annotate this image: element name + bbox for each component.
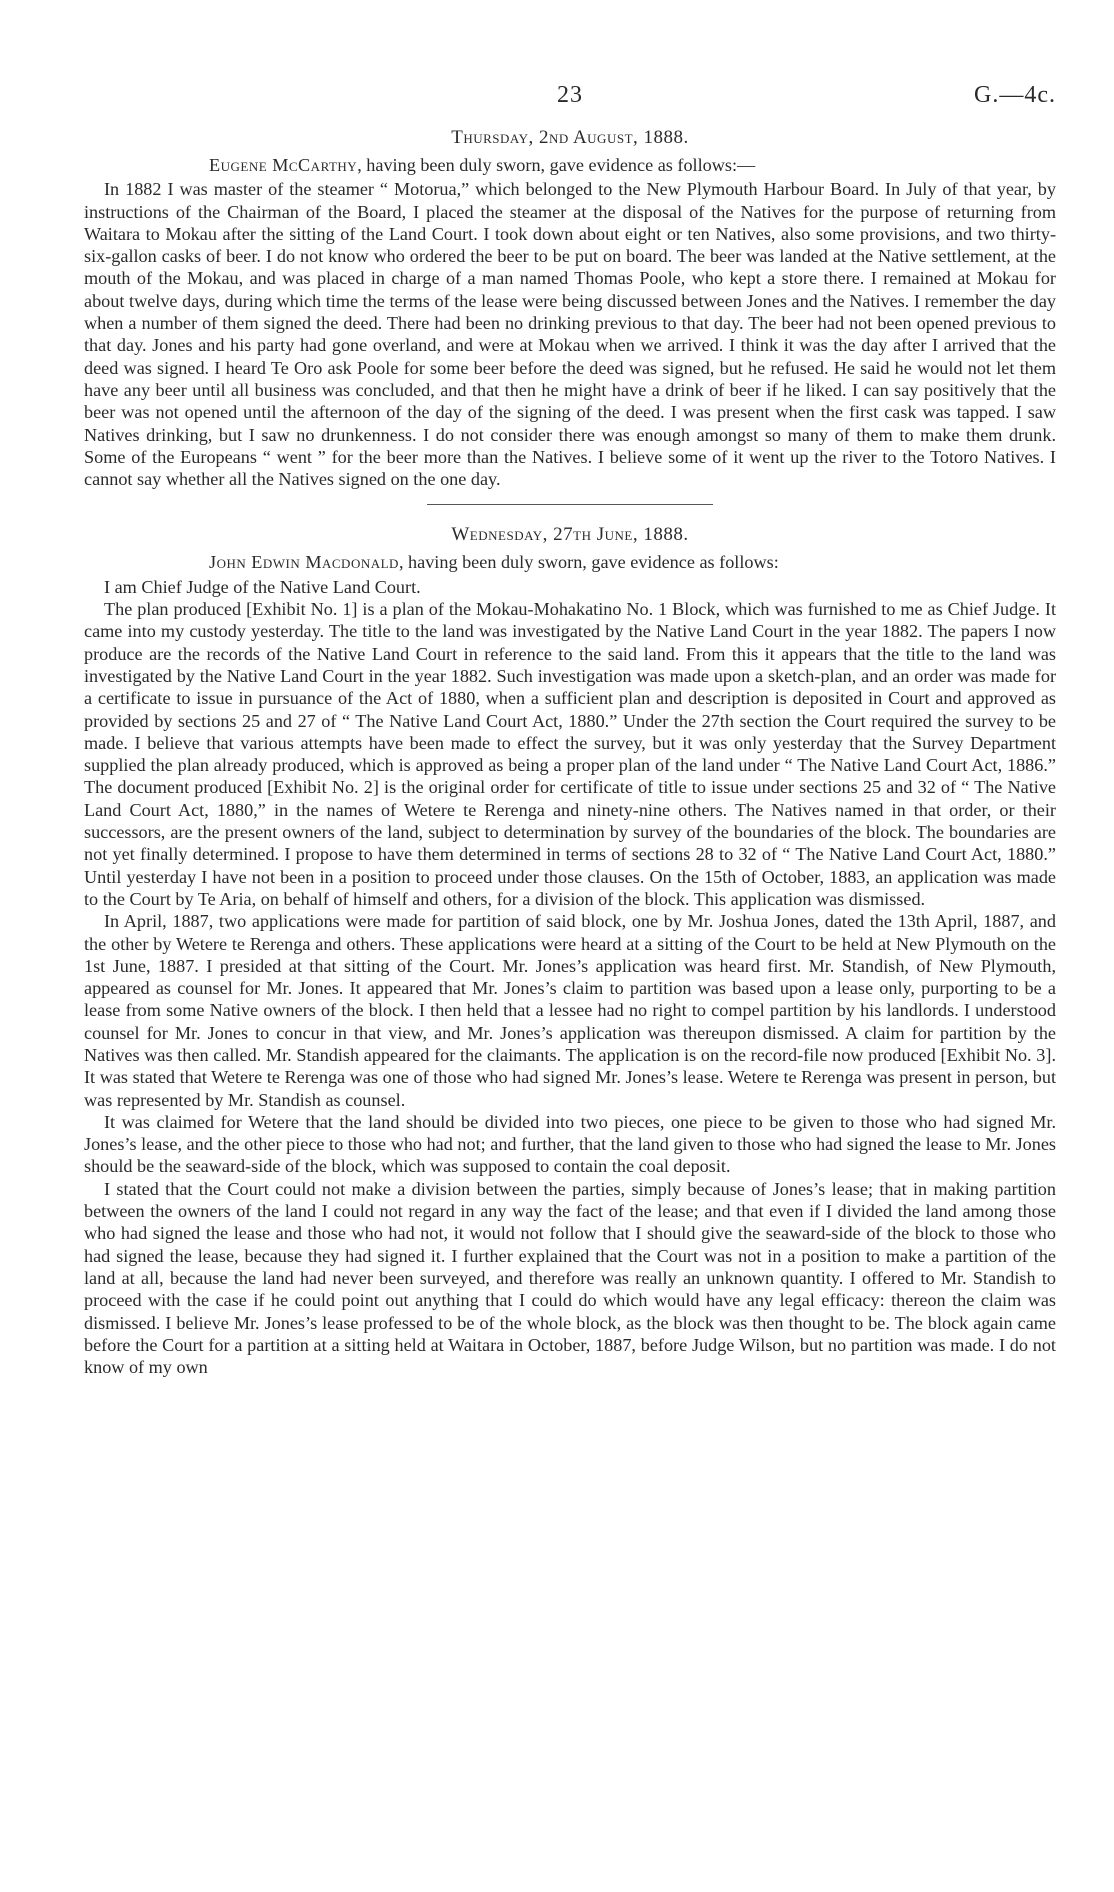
evidence-paragraph: I am Chief Judge of the Native Land Court.: [104, 576, 421, 597]
document-page: [84, 82, 1056, 1378]
witness-name: Eugene McCarthy: [209, 155, 358, 175]
evidence-paragraph: In 1882 I was master of the steamer “ Motorua,” which belonged to the New Plymouth Harbour Board. In July of that year, by instructions of the Chairman of the Board, I placed the steamer at the disposal of the Natives for the purpose of returning from Waitara to Mokau after the sitting of the Land Court. I took down about eight or ten Natives, also some provisions, and two thirty-six-gallon casks of beer. I do not know who ordered the beer to be put on board. The beer was landed at the Native settlement, at the mouth of the Mokau, and was placed in charge of a man named Thomas Poole, who kept a store there. I remained at Mokau for about twelve days, during which time the terms of the lease were being discussed between Jones and the Natives. I remember the day when a number of them signed the deed. There had been no drinking previous to that day. The beer had not been opened previous to that day. Jones and his party had gone overland, and were at Mokau when we arrived. I think it was the day after I arrived that the deed was signed. I heard Te Oro ask Poole for some beer before the deed was signed, but he refused. He said he would not let them have any beer until all business was concluded, and that then he might have a drink of beer if he liked. I can say positively that the beer was not opened until the afternoon of the day of the signing of the deed. I was present when the first cask was tapped. I saw Natives drinking, but I saw no drunkenness. I do not consider there was enough amongst so many of them to make them drunk. Some of the Europeans “ went ” for the beer more than the Natives. I believe some of it went up the river to the Totoro Natives. I cannot say whether all the Natives signed on the one day.: [84, 179, 1056, 490]
evidence-paragraph: The plan produced [Exhibit No. 1] is a plan of the Mokau-Mohakatino No. 1 Block, which was furnished to me as Chief Judge. It came into my custody yesterday. The title to the land was investigated by the Native Land Court in the year 1882. The papers I now produce are the records of the Native Land Court in reference to the said land. From this it appears that the title to the land was investigated by the Native Land Court in the year 1882. Such investigation was made upon a sketch-plan, and an order was made for a certificate to issue in pursuance of the Act of 1880, when a sufficient plan and description is deposited in Court and approved as provided by sections 25 and 27 of “ The Native Land Court Act, 1880.” Under the 27th section the Court required the survey to be made. I believe that various attempts have been made to effect the survey, but it was only yesterday that the Survey Department supplied the plan already produced, which is approved as being a proper plan of the land under “ The Native Land Court Act, 1886.” The document produced [Exhibit No. 2] is the original order for certificate of title to issue under sections 25 and 32 of “ The Native Land Court Act, 1880,” in the names of Wetere te Rerenga and ninety-nine others. The Natives named in that order, or their successors, are the present owners of the land, subject to determination by survey of the boundaries of the block. The boundaries are not yet finally determined. I propose to have them determined in terms of sections 28 to 32 of “ The Native Land Court Act, 1880.” Until yesterday I have not been in a position to proceed under those clauses. On the 15th of October, 1883, an application was made to the Court by Te Aria, on behalf of himself and others, for a division of the block. This application was dismissed.: [84, 599, 1056, 909]
evidence-section: [84, 523, 1056, 1378]
section-date: Thursday, 2nd August, 1888.: [451, 127, 689, 148]
evidence-section: [84, 126, 1056, 490]
evidence-paragraph: It was claimed for Wetere that the land should be divided into two pieces, one piece to be given to those who had signed Mr. Jones’s lease, and the other piece to those who had not; and further, that the land given to those who had signed the lease to Mr. Jones should be the seaward-side of the block, which was supposed to contain the coal deposit.: [84, 1111, 1056, 1177]
witness-name: John Edwin Macdonald: [209, 552, 399, 573]
page-header: [84, 82, 1056, 126]
witness-intro-text: , having been duly sworn, gave evidence as follows:—: [357, 155, 756, 175]
witness-intro: [84, 551, 1056, 573]
section-date: Wednesday, 27th June, 1888.: [451, 524, 689, 546]
witness-intro-text: , having been duly sworn, gave evidence as follows:: [398, 552, 779, 573]
section-divider: [427, 504, 713, 505]
evidence-paragraph: In April, 1887, two applications were made for partition of said block, one by Mr. Joshua Jones, dated the 13th April, 1887, and the other by Wetere te Rerenga and others. These applications were heard at a sitting of the Court to be held at New Plymouth on the 1st June, 1887. I presided at that sitting of the Court. Mr. Jones’s application was heard first. Mr. Standish, of New Plymouth, appeared as counsel for Mr. Jones. It appeared that Mr. Jones’s claim to partition was based upon a lease only, purporting to be a lease from some Native owners of the block. I then held that a lessee had no right to compel partition by his landlords. I understood counsel for Mr. Jones to concur in that view, and Mr. Jones’s application was thereupon dismissed. A claim for partition by the Natives was then called. Mr. Standish appeared for the claimants. The application is on the record-file now produced [Exhibit No. 3]. It was stated that Wetere te Rerenga was one of those who had signed Mr. Jones’s lease. Wetere te Rerenga was present in person, but was represented by Mr. Standish as counsel.: [84, 911, 1056, 1110]
document-reference: G.—4c.: [974, 82, 1056, 108]
evidence-paragraph: I stated that the Court could not make a division between the parties, simply because of Jones’s lease; that in making partition between the owners of the land I could not regard in any way the fact of the lease; and that even if I divided the land among those who had signed the lease and those who had not, it would not follow that I should give the seaward-side of the block to those who had signed the lease, because they had signed it. I further explained that the Court was not in a position to make a partition of the land at all, because the land had never been surveyed, and therefore was really an unknown quantity. I offered to Mr. Standish to proceed with the case if he could point out anything that I could do which would have any legal efficacy: thereon the claim was dismissed. I believe Mr. Jones’s lease professed to be of the whole block, as the block was then thought to be. The block again came before the Court for a partition at a sitting held at Waitara in October, 1887, before Judge Wilson, but no partition was made. I do not know of my own: [84, 1178, 1056, 1378]
witness-intro: [84, 154, 1056, 176]
page-number: 23: [557, 82, 583, 108]
